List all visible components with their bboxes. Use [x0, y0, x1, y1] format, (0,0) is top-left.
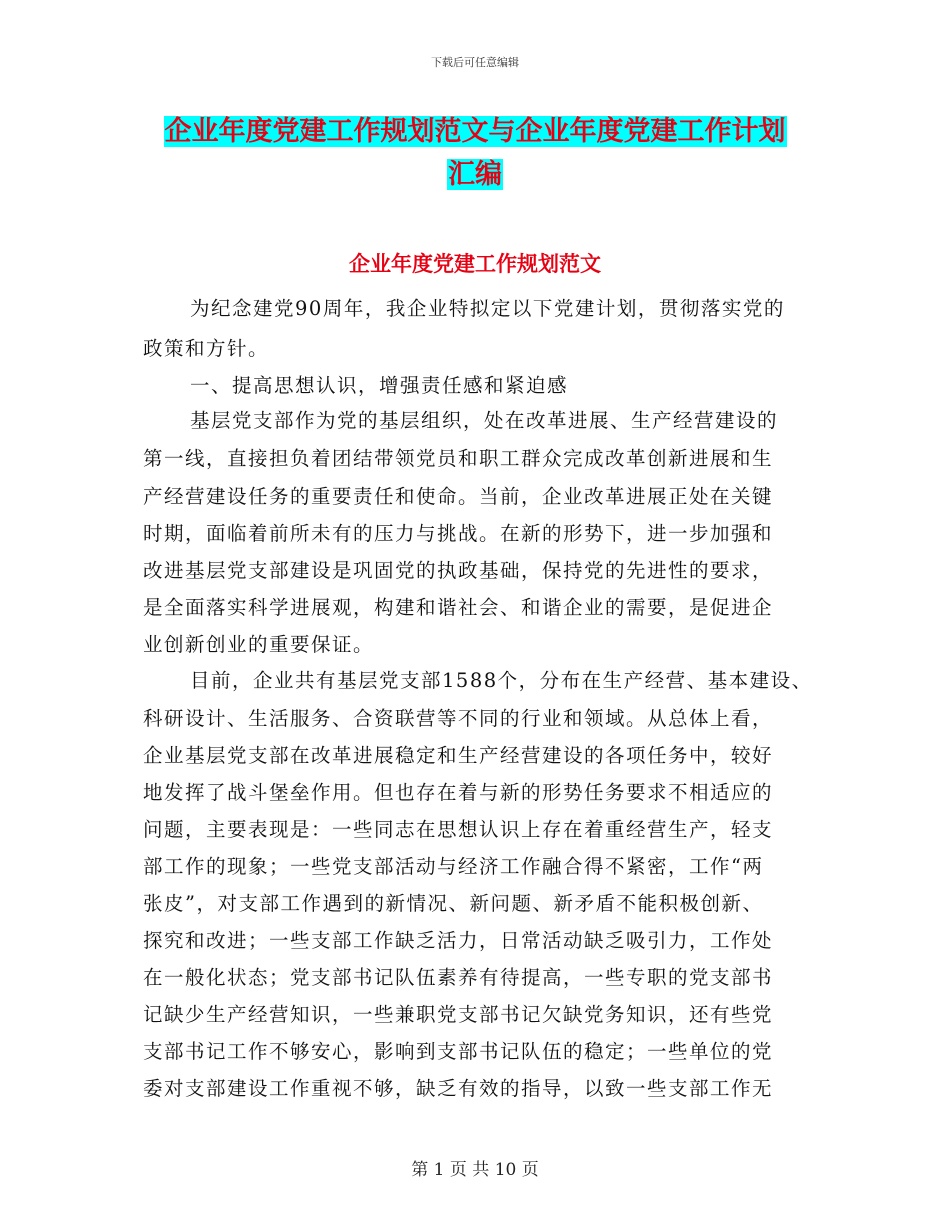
- title-highlight: [447, 159, 503, 190]
- document-title-line-2: [0, 153, 950, 197]
- paragraph-line: 为纪念建党90周年，我企业特拟定以下党建计划，贯彻落实党的: [190, 297, 785, 320]
- paragraph-line: 支部书记工作不够安心，影响到支部书记队伍的稳定；一些单位的党: [143, 1040, 774, 1063]
- paragraph-line: 科研设计、生活服务、合资联营等不同的行业和领域。从总体上看，: [143, 707, 774, 730]
- paragraph-line: 记缺少生产经营知识，一些兼职党支部书记欠缺党务知识，还有些党: [143, 1003, 774, 1026]
- title-text-1: 企业年度党建工作规划范文与企业年度党建工作计划: [164, 116, 786, 147]
- paragraph-line: 第一线，直接担负着团结带领党员和职工群众完成改革创新进展和生: [143, 447, 774, 470]
- paragraph-line: 改进基层党支部建设是巩固党的执政基础，保持党的先进性的要求，: [143, 559, 774, 582]
- paragraph-line: 时期，面临着前所未有的压力与挑战。在新的形势下，进一步加强和: [143, 522, 774, 545]
- header-note: 下载后可任意编辑: [431, 56, 519, 69]
- paragraph-line: 地发挥了战斗堡垒作用。但也存在着与新的形势任务要求不相适应的: [143, 781, 774, 804]
- paragraph-line: 张皮”，对支部工作遇到的新情况、新问题、新矛盾不能积极创新、: [143, 892, 764, 915]
- page-number: 第 1 页 共 10 页: [411, 1160, 539, 1180]
- paragraph-line: 问题，主要表现是：一些同志在思想认识上存在着重经营生产，轻支: [143, 818, 774, 841]
- paragraph-line: 是全面落实科学进展观，构建和谐社会、和谐企业的需要，是促进企: [143, 596, 774, 619]
- paragraph-line: 委对支部建设工作重视不够，缺乏有效的指导，以致一些支部工作无: [143, 1077, 774, 1100]
- section-title: 企业年度党建工作规划范文: [349, 251, 601, 276]
- paragraph-line: 基层党支部作为党的基层组织，处在改革进展、生产经营建设的: [190, 409, 779, 432]
- paragraph-line: 目前，企业共有基层党支部1588个，分布在生产经营、基本建设、: [190, 669, 813, 692]
- paragraph-line: 一、提高思想认识，增强责任感和紧迫感: [190, 374, 569, 397]
- paragraph-line: 政策和方针。: [143, 337, 270, 360]
- paragraph-line: 业创新创业的重要保证。: [143, 633, 375, 656]
- paragraph-line: 企业基层党支部在改革进展稳定和生产经营建设的各项任务中，较好: [143, 744, 774, 767]
- title-highlight: [164, 116, 787, 147]
- title-text-2: 汇编: [448, 159, 502, 190]
- paragraph-line: 探究和改进；一些支部工作缺乏活力，日常活动缺乏吸引力，工作处: [143, 929, 774, 952]
- paragraph-line: 在一般化状态；党支部书记队伍素养有待提高，一些专职的党支部书: [143, 966, 774, 989]
- paragraph-line: 产经营建设任务的重要责任和使命。当前，企业改革进展正处在关键: [143, 485, 774, 508]
- paragraph-line: 部工作的现象；一些党支部活动与经济工作融合得不紧密，工作“两: [143, 855, 764, 878]
- document-title-line-1: [0, 110, 950, 154]
